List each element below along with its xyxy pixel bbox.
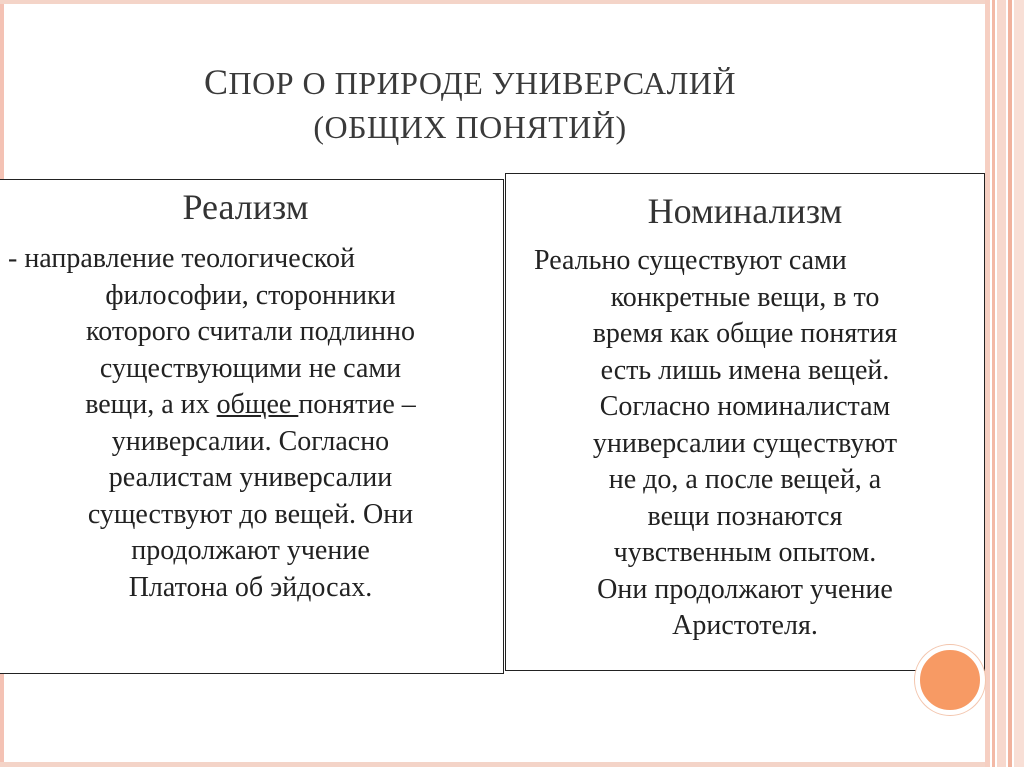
text-line: существующими не сами [99,352,402,384]
bottom-border-decoration [0,762,985,767]
text-line: реалистам универсалии [108,462,393,493]
text-line: Платона об эйдосах. [128,571,373,603]
nominalism-text [506,243,984,645]
underlined-word: общее [216,389,299,420]
top-border-decoration [0,0,985,4]
text-line: есть лишь имена вещей. [600,354,890,386]
slide-title [150,60,790,149]
orange-circle-decoration [915,645,985,715]
right-stripe-decoration [985,0,1024,767]
text-line: универсалии. Согласно [111,425,390,457]
title-line-1: СПОР О ПРИРОДЕ УНИВЕРСАЛИЙ [204,62,736,102]
text-line: Реально существуют сами [534,245,847,276]
text-line: вещи, а их общее понятие – [85,389,416,420]
realism-heading: Реализм [182,187,309,227]
text-line: вещи познаются [647,500,843,532]
text-line: не до, а после вещей, а [608,464,882,495]
realism-box [0,179,504,674]
text-line: философии, сторонники [105,279,396,311]
nominalism-heading: Номинализм [647,191,843,231]
text-line: - направление теологической [8,243,355,274]
realism-text [0,241,503,606]
text-line: универсалии существуют [592,427,898,459]
text-line: время как общие понятия [592,318,898,349]
text-line: чувственным опытом. [613,537,877,568]
text-line: Они продолжают учение [597,573,893,605]
text-line: существуют до вещей. Они [87,498,414,530]
text-line: конкретные вещи, в то [610,281,880,313]
text-line: которого считали подлинно [86,316,415,347]
text-line: Согласно номиналистам [599,391,891,422]
nominalism-box [505,173,985,671]
text-line: продолжают учение [131,535,370,566]
title-line-2: (ОБЩИХ ПОНЯТИЙ) [313,109,627,145]
text-line: Аристотеля. [672,610,818,641]
